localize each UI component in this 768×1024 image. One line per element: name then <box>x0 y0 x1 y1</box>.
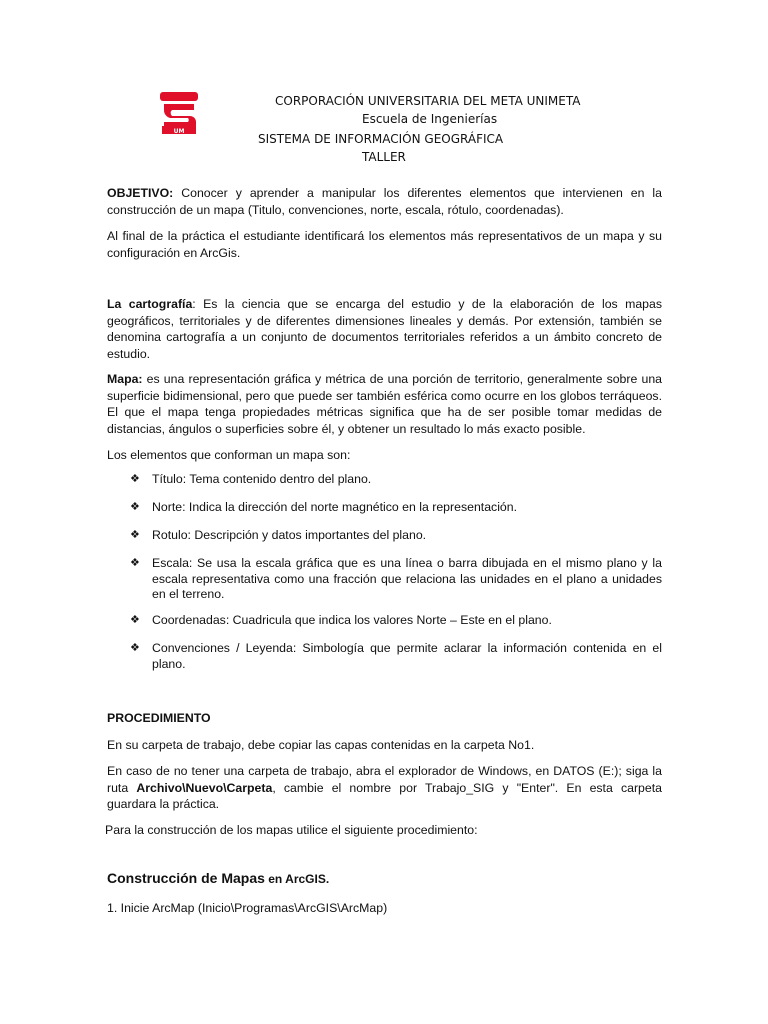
objective-label: OBJETIVO: <box>107 186 174 200</box>
document-type: TALLER <box>362 150 406 164</box>
list-item: ❖ Escala: Se usa la escala gráfica que es una línea o barra dibujada en el mismo plano y la escala representativa como una fracción que relaciona las unidades en el plano a unidades en el terreno. <box>130 556 662 601</box>
construction-heading: Construcción de Mapas en ArcGIS. <box>107 870 330 886</box>
procedure-copy: En su carpeta de trabajo, debe copiar las capas contenidas en la carpeta No1. <box>107 738 535 752</box>
procedure-heading: PROCEDIMIENTO <box>107 711 211 725</box>
cartography-label: La cartografía <box>107 297 193 311</box>
step-1: 1. Inicie ArcMap (Inicio\Programas\ArcGIS\ArcMap) <box>107 901 388 915</box>
logo-letters: UM <box>173 128 185 134</box>
school-name: Escuela de Ingenierías <box>362 112 498 126</box>
list-item: ❖ Rotulo: Descripción y datos importantes del plano. <box>130 528 427 542</box>
institution-name: CORPORACIÓN UNIVERSITARIA DEL META UNIMETA <box>275 94 581 108</box>
objective-text: Conocer y aprender a manipular los diferentes elementos que intervienen en la construcción de un mapa (Titulo, convenciones, norte, escala, rótulo, coordenadas). <box>107 186 662 217</box>
diamond-bullet-icon: ❖ <box>130 473 140 485</box>
list-item: ❖ Norte: Indica la dirección del norte magnético en la representación. <box>130 500 518 514</box>
elements-intro: Los elementos que conforman un mapa son: <box>107 448 351 462</box>
course-name: SISTEMA DE INFORMACIÓN GEOGRÁFICA <box>258 132 504 146</box>
diamond-bullet-icon: ❖ <box>130 642 140 654</box>
unimeta-logo <box>158 92 200 134</box>
procedure-no-folder: En caso de no tener una carpeta de trabajo, abra el explorador de Windows, en DATOS (E:); siga la ruta Archivo\Nuevo\Carpeta, cambie el nombre por Trabajo_SIG y "Enter". En esta carpeta guardara la práctica. <box>107 764 662 812</box>
map-definition-label: Mapa: <box>107 372 143 386</box>
diamond-bullet-icon: ❖ <box>130 501 140 513</box>
cartography-paragraph <box>107 296 662 362</box>
procedure-intro: Para la construcción de los mapas utilice el siguiente procedimiento: <box>105 823 478 837</box>
diamond-bullet-icon: ❖ <box>130 557 140 569</box>
cartography-text: : Es la ciencia que se encarga del estudio y de la elaboración de los mapas geográficos, territoriales y de diferentes dimensiones lineales y demás. Por extensión, también se denomina cartografía a un conjunto de documentos territoriales referidos a un ámbito concreto de estudio. <box>107 297 662 361</box>
list-item: ❖ Título: Tema contenido dentro del plano. <box>130 472 372 486</box>
diamond-bullet-icon: ❖ <box>130 529 140 541</box>
map-definition-paragraph <box>107 371 662 437</box>
list-item: ❖ Convenciones / Leyenda: Simbología que permite aclarar la información contenida en el plano. <box>130 641 662 671</box>
map-definition-text: es una representación gráfica y métrica de una porción de territorio, generalmente sobre una superficie bidimensional, pero que puede ser también esférica como ocurre en los globos terráqueos. El que el mapa tenga propiedades métricas significa que ha de ser posible tomar medidas de distancias, ángulos o superficies sobre él, y obtener un resultado lo más exacto posible. <box>107 372 662 436</box>
diamond-bullet-icon: ❖ <box>130 614 140 626</box>
list-item: ❖ Coordenadas: Cuadricula que indica los valores Norte – Este en el plano. <box>130 613 552 627</box>
outcome-paragraph: Al final de la práctica el estudiante identificará los elementos más representativos de un mapa y su configuración en ArcGis. <box>107 229 662 260</box>
objective-paragraph <box>107 185 662 218</box>
folder-path: Archivo\Nuevo\Carpeta <box>136 780 273 795</box>
